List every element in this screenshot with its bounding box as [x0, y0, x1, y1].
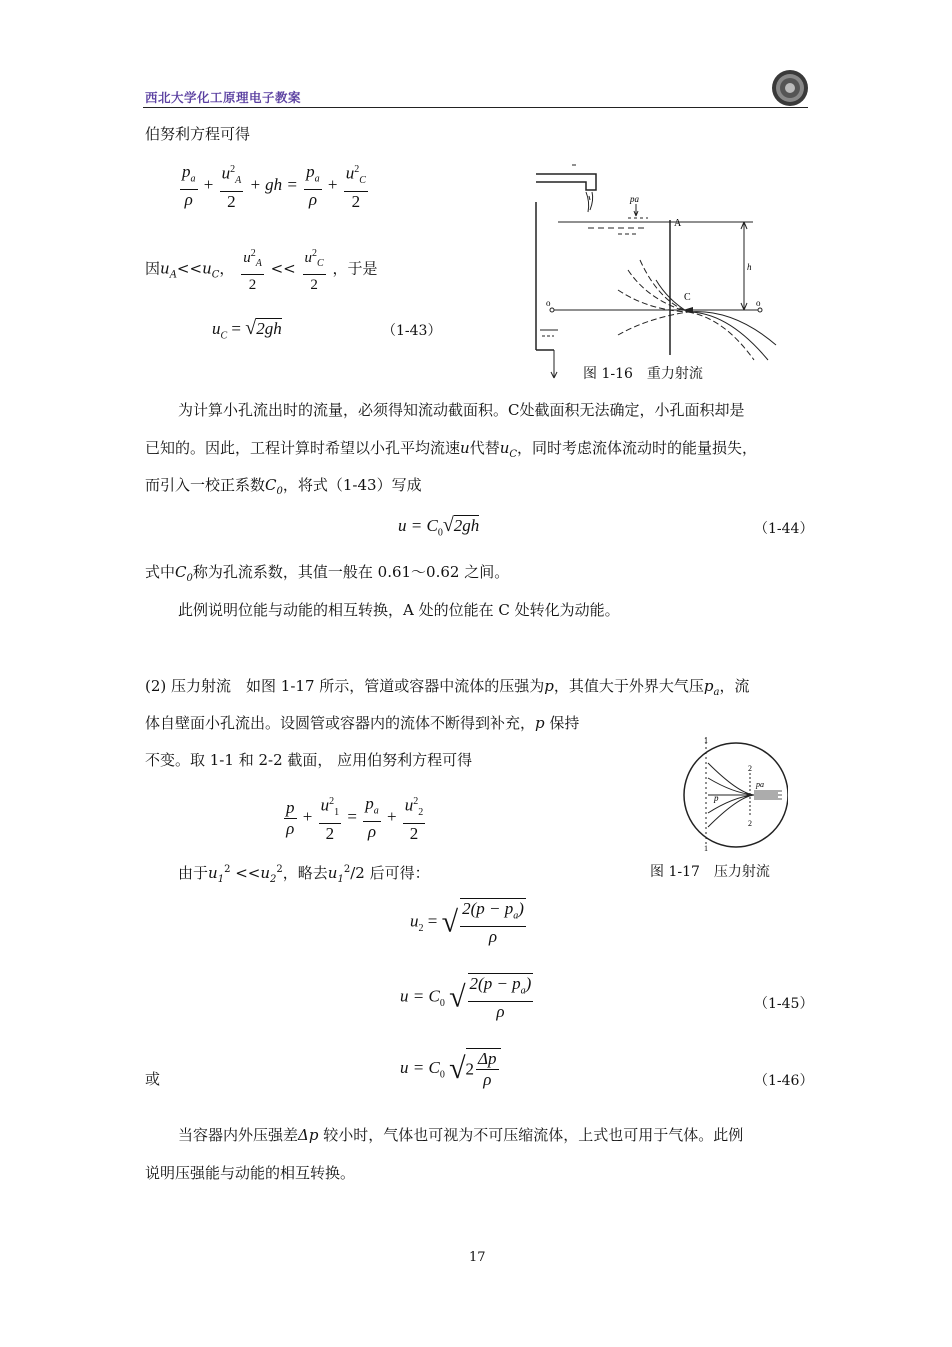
conclusion-1: 此例说明位能与动能的相互转换，A 处的位能在 C 处转化为动能。	[178, 601, 620, 619]
equation-1-43: $u_C = √2gh$	[212, 317, 282, 342]
label-pa: pa	[630, 194, 639, 204]
equation-1-44: $u = C_0√2gh$	[398, 514, 480, 539]
label-a: A	[674, 218, 682, 229]
equation-1-46: $u = C_0$ √2 $\frac{\Delta p}{\rho}$	[400, 1048, 501, 1090]
label-c: C	[684, 292, 691, 303]
intro-text: 伯努利方程可得	[145, 125, 251, 143]
equation-number-1-45: （1-45）	[754, 996, 814, 1012]
since-line: 由于$u_1^2 <<u_2^2$，略去$u_1^2/2$ 后可得：	[178, 864, 430, 885]
bernoulli-equation-2: $\frac{p}{\rho}$ + $\frac{u^2_1}{2}$ = $\frac{p_a}{\rho}$ + $\frac{u^2_2}{2}$	[286, 793, 424, 844]
university-seal-icon	[771, 69, 809, 107]
gravity-jet-figure	[528, 160, 780, 382]
para1-line2: 已知的。因此，工程计算时希望以小孔平均流速u代替$u_C$，同时考虑流体流动时的能量损失，	[145, 439, 758, 460]
equation-1-45: $u = C_0$ √ $\frac{2(p - p_a)}{\rho}$	[400, 974, 532, 1022]
equation-number-1-43: （1-43）	[382, 323, 442, 339]
label-h: h	[747, 262, 752, 272]
equation-u2: $u_2$ = √ $\frac{2(p - p_a)}{\rho}$	[410, 899, 524, 947]
para1-line1: 为计算小孔流出时的流量，必须得知流动截面积。C处截面积无法确定，小孔面积却是	[178, 401, 745, 419]
or-label: 或	[145, 1070, 161, 1088]
section2-line1: (2) 压力射流 如图 1-17 所示，管道或容器中流体的压强为p，其值大于外界大气压$p_a$，流	[145, 677, 750, 698]
page-number: 17	[469, 1250, 486, 1265]
header-rule	[143, 107, 808, 108]
figure-1-17-caption: 图 1-17 压力射流	[650, 864, 770, 880]
final-line1: 当容器内外压强差Δp 较小时，气体也可视为不可压缩流体，上式也可用于气体。此例	[178, 1126, 744, 1144]
equation-number-1-46: （1-46）	[754, 1073, 814, 1089]
para1-line3: 而引入一校正系数$C_0$，将式（1-43）写成	[145, 476, 422, 497]
final-line2: 说明压强能与动能的相互转换。	[145, 1164, 356, 1182]
bernoulli-equation-1: $\frac{p_a}{\rho}$ + $\frac{u^2_A}{2}$ + gh = $\frac{p_a}{\rho}$ + $\frac{u^2_C}{2}$	[182, 161, 366, 212]
label-1-top: 1	[704, 736, 708, 745]
label-pa-2: pa	[756, 780, 764, 789]
header-title: 西北大学化工原理电子教案	[145, 90, 302, 105]
label-o-left: o	[546, 298, 551, 308]
label-o-right: o	[756, 298, 761, 308]
label-p: p	[714, 793, 719, 803]
label-2-bottom: 2	[748, 819, 752, 828]
equation-number-1-44: （1-44）	[754, 521, 814, 537]
pressure-jet-figure	[678, 733, 788, 851]
figure-1-16-caption: 图 1-16 重力射流	[583, 366, 703, 382]
label-2-top: 2	[748, 764, 752, 773]
section2-line3: 不变。取 1-1 和 2-2 截面， 应用伯努利方程可得	[145, 751, 473, 769]
label-1-bottom: 1	[704, 844, 708, 851]
coefficient-line: 式中$C_0$称为孔流系数，其值一般在 0.61～0.62 之间。	[145, 563, 510, 584]
because-line: 因$u_A<<u_C$， $\frac{u^2_A}{2}$ << $\frac{u^2_C}{2}$ ，于是	[145, 244, 377, 295]
section2-line2: 体自壁面小孔流出。设圆管或容器内的流体不断得到补充，p 保持	[145, 714, 580, 732]
